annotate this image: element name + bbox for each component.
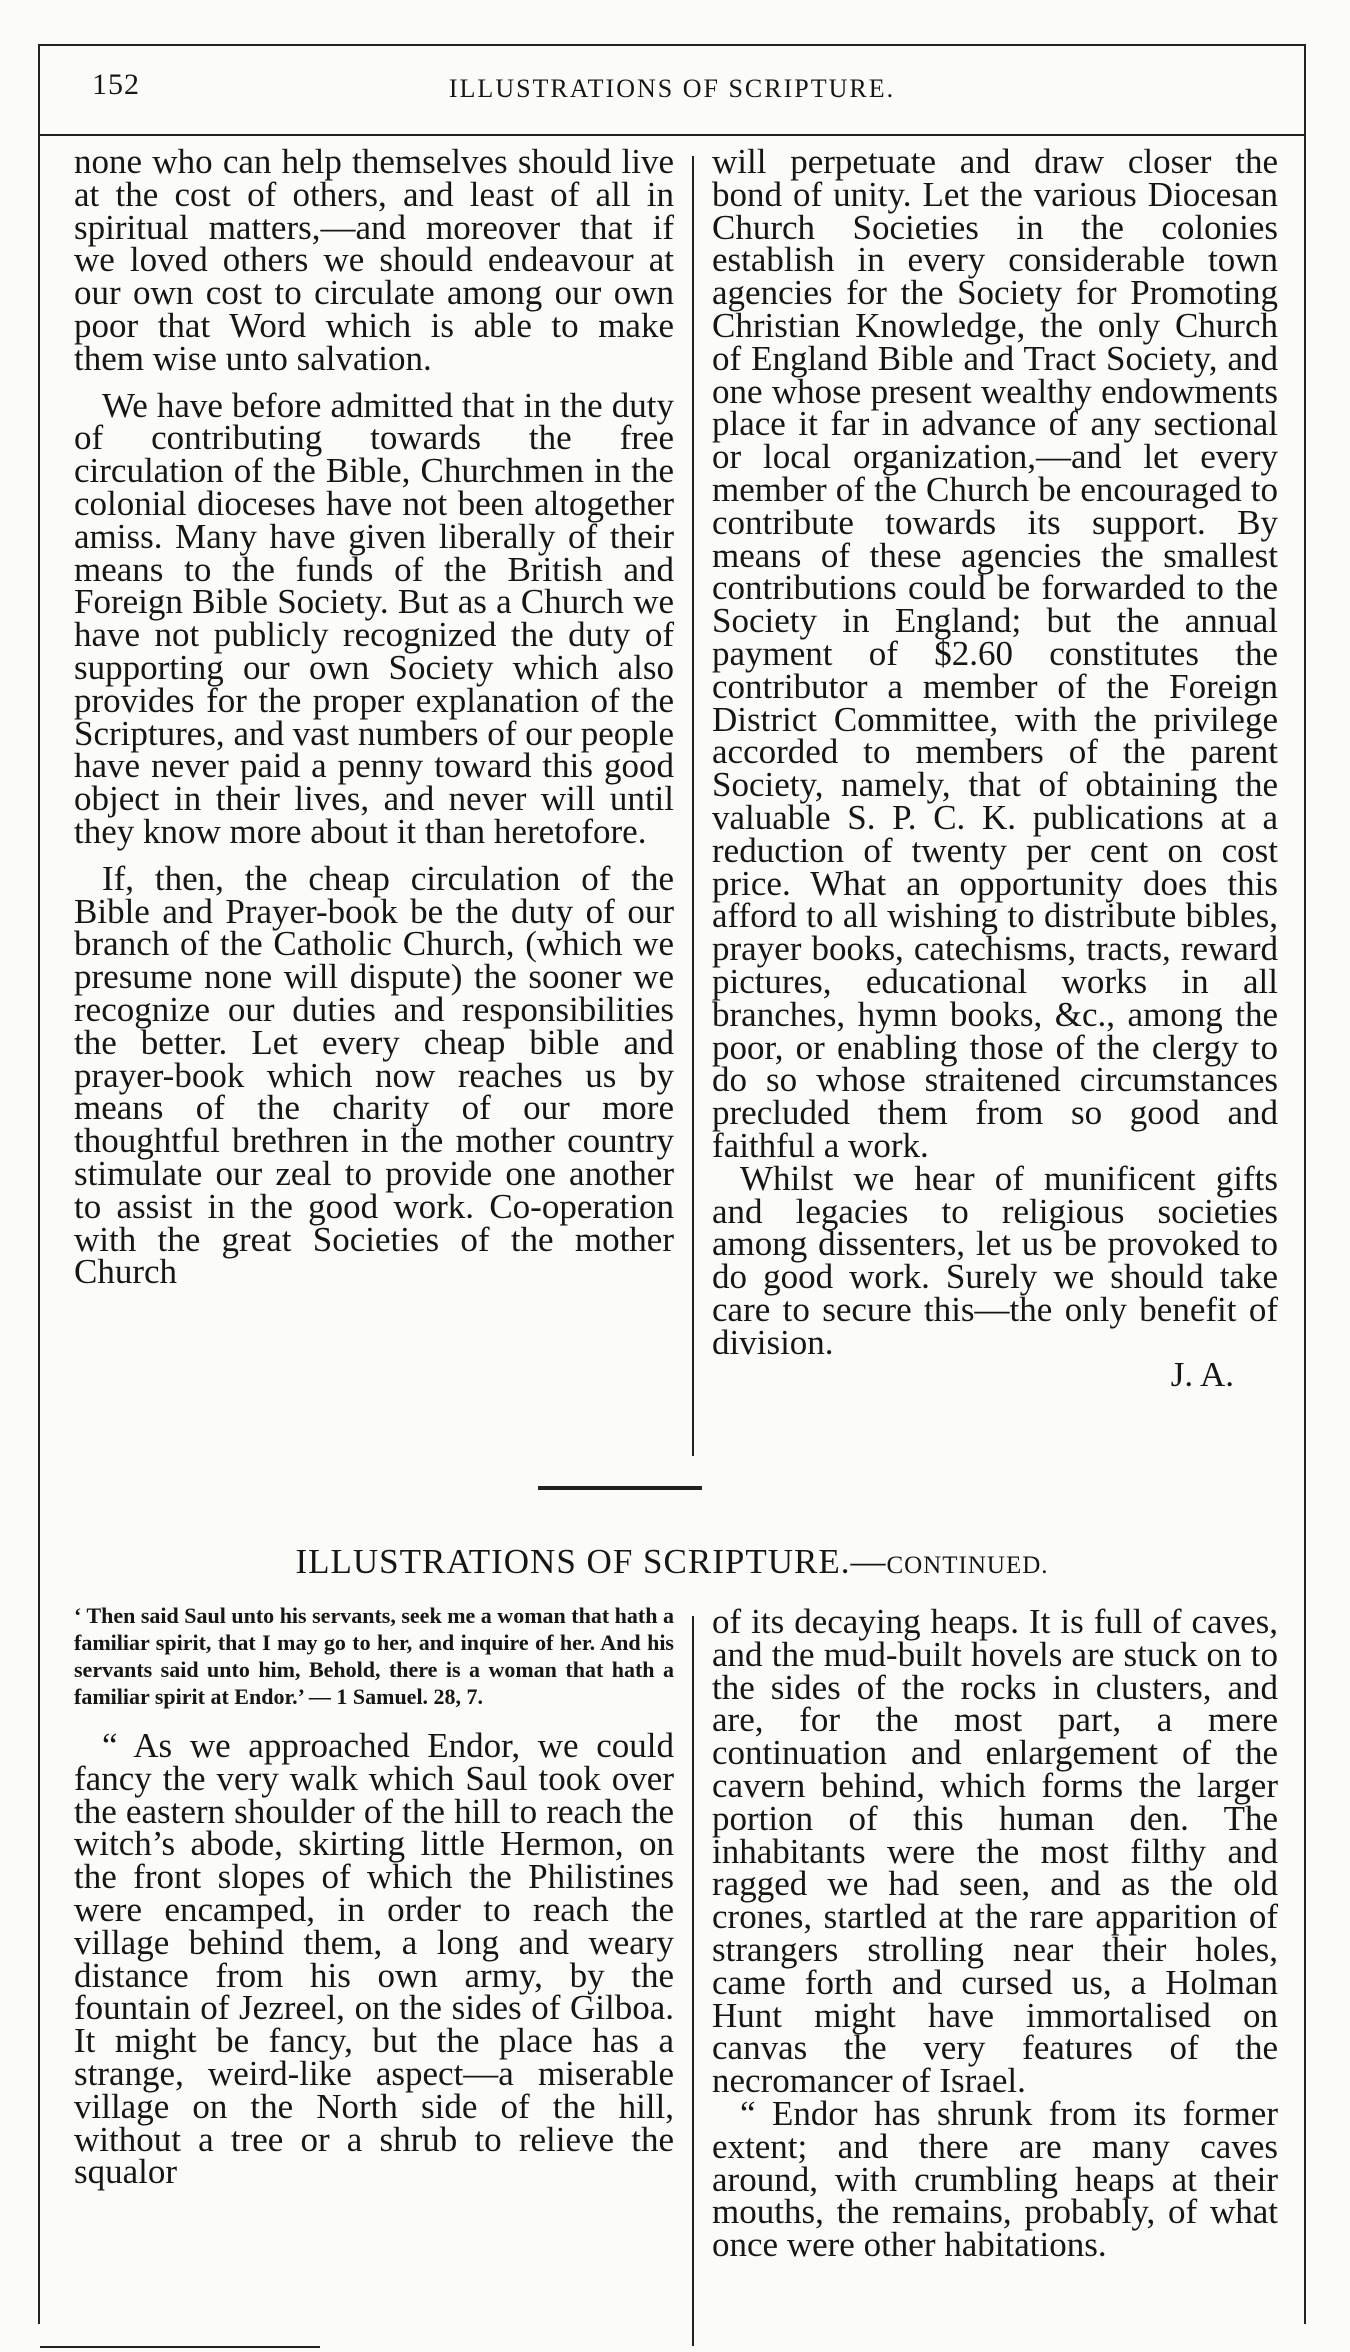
column-divider bbox=[692, 156, 694, 1456]
paragraph: will perpetuate and draw closer the bond of unity. Let the various Diocesan Church Societies in the colonies establish in every considerable town agencies for the Society for Promoting Christian Knowledge, the only Church of England Bible and Tract Society, and one whose present wealthy endowments place it far in advance of any sectional or local organization,—and let every member of the Church be encouraged to contribute towards its support. By means of these agencies the smallest contributions could be forwarded to the Society in England; but the annual payment of $2.60 constitutes the contributor a member of the Foreign District Committee, with the privilege accorded to members of the parent Society, namely, that of obtaining the valuable S. P. C. K. publications at a reduction of twenty per cent on cost price. What an opportunity does this afford to all wishing to distribute bibles, prayer books, catechisms, tracts, reward pictures, educational works in all branches, hymn books, &c., among the poor, or enabling those of the clergy to do so whose straitened circumstances precluded them from so good and faithful a work. bbox=[712, 142, 1278, 1165]
page-number: 152 bbox=[92, 68, 140, 101]
article1-right-column bbox=[712, 142, 1278, 1395]
article-title-main: ILLUSTRATIONS OF SCRIPTURE.— bbox=[295, 1542, 887, 1581]
article2-left-column bbox=[74, 1602, 674, 2192]
paragraph: none who can help themselves should live at the cost of others, and least of all in spiritual matters,—and moreover that if we loved others we should endeavour at our own cost to circulate among our own poor that Word which is able to make them wise unto salvation. bbox=[74, 142, 674, 378]
bottom-rule bbox=[40, 2346, 320, 2348]
column-divider bbox=[692, 1616, 694, 2346]
running-title: ILLUSTRATIONS OF SCRIPTURE. bbox=[448, 74, 896, 103]
paragraph: of its decaying heaps. It is full of caves, and the mud-built hovels are stuck on to the sides of the rocks in clusters, and are, for the most part, a mere continuation and enlargement of the cavern behind, which forms the larger portion of this human den. The inhabitants were the most filthy and ragged we had seen, and as the old crones, startled at the rare apparition of strangers strolling near their holes, came forth and cursed us, a Holman Hunt might have immortalised on canvas the very features of the necromancer of Israel. bbox=[712, 1602, 1278, 2101]
article-title bbox=[40, 1542, 1304, 1582]
paragraph: “ As we approached Endor, we could fancy the very walk which Saul took over the eastern shoulder of the hill to reach the witch’s abode, skirting little Hermon, on the front slopes of which the Philistines were encamped, in order to reach the village behind them, a long and weary distance from his own army, by the fountain of Jezreel, on the sides of Gilboa. It might be fancy, but the place has a strange, weird-like aspect—a miserable village on the North side of the hill, without a tree or a shrub to relieve the squalor bbox=[74, 1726, 674, 2192]
epigraph: ‘ Then said Saul unto his servants, seek me a woman that hath a familiar spirit, that I may go to her, and inquire of her. And his servants said unto him, Behold, there is a woman that hath a familiar spirit at Endor.’ — 1 Samuel. 28, 7. bbox=[74, 1603, 674, 1709]
paragraph: If, then, the cheap circulation of the Bible and Prayer-book be the duty of our branch of the Catholic Church, (which we presume none will dispute) the sooner we recognize our duties and responsibilities the better. Let every cheap bible and prayer-book which now reaches us by means of the charity of our more thoughtful brethren in the mother country stimulate our zeal to provide one another to assist in the good work. Co-operation with the great Societies of the mother Church bbox=[74, 858, 674, 1292]
article1-left-column bbox=[74, 142, 674, 1292]
paragraph: “ Endor has shrunk from its former extent; and there are many caves around, with crumbling heaps at their mouths, the remains, probably, of what once were other habitations. bbox=[712, 2093, 1278, 2265]
paragraph: We have before admitted that in the duty of contributing towards the free circulation of the Bible, Churchmen in the colonial dioceses have not been altogether amiss. Many have given liberally of their means to the funds of the British and Foreign Bible Society. But as a Church we have not publicly recognized the duty of supporting our own Society which also provides for the proper explanation of the Scriptures, and vast numbers of our people have never paid a penny toward this good object in their lives, and never will until they know more about it than heretofore. bbox=[74, 385, 674, 851]
paragraph: Whilst we hear of munificent gifts and legacies to religious societies among dissenters, let us be provoked to do good work. Surely we should take care to secure this—the only benefit of division. bbox=[712, 1158, 1278, 1362]
article-title-continued: CONTINUED. bbox=[886, 1552, 1049, 1579]
author-signature: J. A. bbox=[1170, 1355, 1234, 1395]
book-page bbox=[38, 44, 1306, 2324]
article2-right-column bbox=[712, 1602, 1278, 2265]
page-header bbox=[40, 46, 1304, 136]
section-divider-rule bbox=[538, 1486, 702, 1490]
